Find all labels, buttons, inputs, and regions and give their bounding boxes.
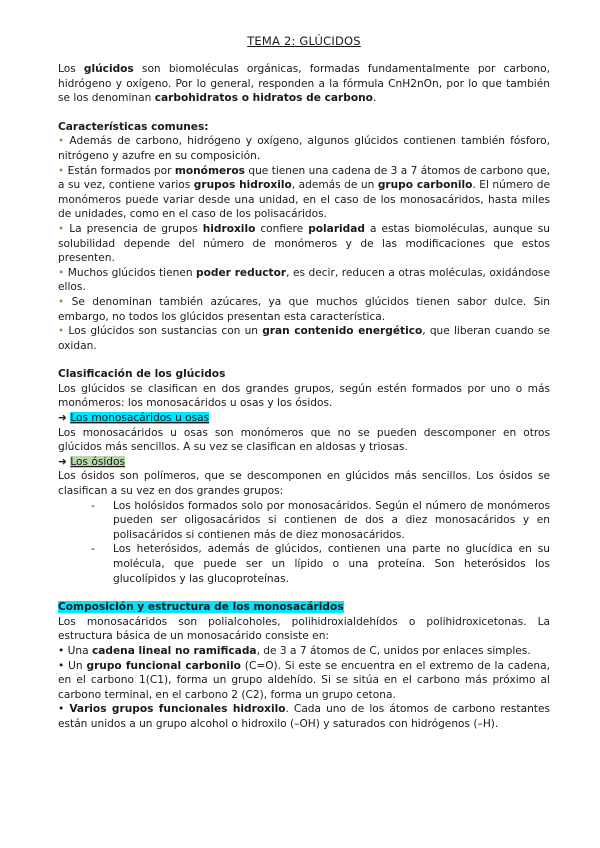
composicion-heading-text: Composición y estructura de los monosacáridos (58, 601, 344, 614)
item-text: . El número de monómeros puede variar desde una unidad, en el caso de los monosacáridos, hasta miles de unidades, como en el caso de los polisacáridos. (58, 179, 551, 221)
bullet-icon: • (58, 164, 65, 177)
composicion-list (58, 644, 550, 732)
clasificacion-intro: Los glúcidos se clasifican en dos grandes grupos, según estén formados por uno o más monómeros: los monosacáridos u osas y los ósidos. (58, 382, 550, 410)
bullet-icon: • (58, 135, 65, 148)
list-item (58, 164, 550, 222)
item-text: , es decir, reducen a otras moléculas, oxidándose ellos. (58, 266, 550, 294)
list-item (58, 644, 550, 659)
osidos-text: Los ósidos son polímeros, que se descomponen en glúcidos más sencillos. Los ósidos se clasifican a su vez en dos grandes grupos: (58, 470, 550, 498)
list-item (58, 702, 550, 731)
item-text: . Cada uno de los átomos de carbono restantes están unidos a un grupo alcohol o hidroxilo (–OH) y saturados con hidrógenos (–H). (58, 703, 550, 730)
intro-bold-term: glúcidos (83, 63, 134, 75)
item-bold: grupo carbonilo (377, 179, 473, 192)
intro-text: . (372, 92, 377, 105)
list-item (58, 542, 550, 586)
item-bold: cadena lineal no ramificada (91, 644, 257, 657)
monosacaridos-text: Los monosacáridos u osas son monómeros que no se pueden descomponer en otros glúcidos más sencillos. A su vez se clasifican en aldosas y triosas. (58, 426, 550, 454)
intro-text: Los (58, 63, 84, 75)
item-bold: grupo funcional carbonilo (86, 659, 241, 672)
arrow-icon: ➜ (58, 455, 67, 468)
item-text: Además de carbono, hidrógeno y oxígeno, algunos glúcidos contienen también fósforo, nitrógeno y azufre en su composición. (58, 135, 550, 162)
list-item (58, 266, 550, 295)
bullet-icon: • (58, 266, 65, 279)
monosacaridos-label: Los monosacáridos u osas (70, 412, 210, 425)
item-text: que tienen una cadena de 3 a 7 átomos de carbono que, a su vez, contiene varios (58, 164, 550, 192)
item-text: La presencia de grupos (64, 222, 203, 235)
item-bold: poder reductor (196, 266, 287, 279)
item-bold: hidroxilo (202, 222, 256, 235)
arrow-icon: ➜ (58, 412, 67, 425)
composicion-intro: Los monosacáridos son polialcoholes, polihidroxialdehídos o polihidroxicetonas. La estructura básica de un monosacárido consiste en: (58, 615, 550, 643)
item-text: , de 3 a 7 átomos de C, unidos por enlaces simples. (256, 644, 531, 657)
section-heading-clasificacion: Clasificación de los glúcidos (58, 368, 226, 381)
bullet-icon: • (58, 703, 65, 716)
caracteristicas-list (58, 134, 550, 353)
item-text: (C=O). Si este se encuentra en el extremo de la cadena, en el carbono 1(C1), forma un grupo aldehído. Si se sitúa en el carbono más próximo al carbono terminal, en el carbono 2 (C2), forma un grupo cetona. (58, 659, 551, 701)
bullet-icon: • (58, 325, 65, 338)
list-item (58, 499, 550, 543)
bullet-icon: • (58, 644, 65, 657)
item-text: , que liberan cuando se oxidan. (58, 325, 551, 352)
item-text: a estas biomoléculas, aunque su solubilidad depende del número de monómeros y de las modificaciones que estos presenten. (58, 222, 550, 265)
list-item (58, 134, 550, 163)
item-text: Los holósidos formados solo por monosacáridos. Según el número de monómeros pueden ser oligosacáridos si contienen de dos a diez monosacáridos y en polisacáridos si contienen más de diez monosacáridos. (113, 499, 550, 541)
intro-paragraph (58, 62, 550, 106)
bullet-icon: • (58, 222, 65, 235)
list-item (58, 222, 550, 266)
item-text: confiere (255, 222, 309, 235)
osidos-label: Los ósidos (70, 455, 126, 468)
item-bold: monómeros (174, 164, 245, 177)
list-item (58, 295, 550, 324)
intro-bold-term: carbohidratos o hidratos de carbono (154, 92, 373, 105)
item-text: Los glúcidos son sustancias con un (64, 325, 263, 338)
subsection-osidos (58, 455, 550, 470)
item-text: Muchos glúcidos tienen (64, 266, 197, 279)
item-bold: polaridad (308, 222, 365, 235)
dash-icon: - (91, 499, 95, 512)
dash-icon: - (91, 543, 95, 556)
list-item (58, 659, 550, 703)
page-title: TEMA 2: GLÚCIDOS (247, 34, 361, 48)
section-heading-caracteristicas: Características comunes: (58, 120, 209, 133)
intro-text: son biomoléculas orgánicas, formadas fundamentalmente por carbono, hidrógeno y oxígeno. Por lo general, responden a la fórmula CnH2nOn, por lo que también se los denominan (58, 63, 550, 105)
item-text: Un (64, 659, 87, 672)
section-heading-composicion (58, 600, 550, 615)
item-bold: grupos hidroxilo (193, 179, 292, 192)
item-bold: gran contenido energético (262, 325, 423, 338)
item-text: , además de un (291, 179, 378, 192)
bullet-icon: • (58, 295, 65, 308)
item-text: Una (64, 644, 92, 657)
osidos-list (58, 499, 550, 587)
item-text: Se denominan también azúcares, ya que muchos glúcidos tienen sabor dulce. Sin embargo, no todos los glúcidos presentan esta característica. (58, 295, 550, 323)
list-item (58, 324, 550, 353)
item-bold: Varios grupos funcionales hidroxilo (69, 703, 286, 716)
item-text: Están formados por (64, 164, 175, 177)
subsection-monosacaridos (58, 411, 550, 426)
document-page (58, 34, 550, 732)
bullet-icon: • (58, 659, 65, 672)
item-text: Los heterósidos, además de glúcidos, contienen una parte no glucídica en su molécula, que puede ser un lípido o una proteína. Son heterósidos los glucolípidos y las glucoproteínas. (113, 543, 550, 585)
